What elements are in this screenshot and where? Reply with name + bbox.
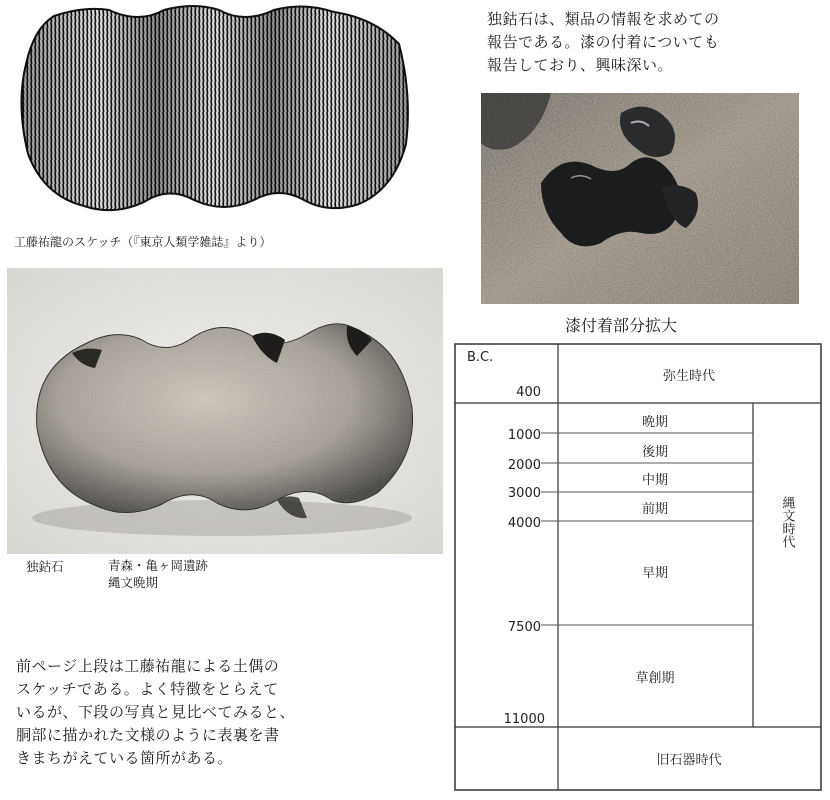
timeline-phase: 後期 bbox=[641, 445, 669, 460]
timeline-year: 2000 bbox=[507, 458, 541, 473]
timeline-phase: 中期 bbox=[641, 473, 669, 488]
timeline-header: B.C. bbox=[467, 350, 494, 365]
main-paragraph-line: きまちがえている箇所がある。 bbox=[16, 749, 234, 767]
stone-caption-site-line1: 青森・亀ヶ岡遺跡 bbox=[108, 558, 209, 573]
main-paragraph-line: 胴部に描かれた文様のように表裏を書 bbox=[16, 726, 280, 744]
sketch-caption: 工藤祐龍のスケッチ（『東京人類学雑誌』より） bbox=[14, 235, 272, 249]
timeline-year: 400 bbox=[516, 385, 541, 400]
timeline-phase: 早期 bbox=[641, 566, 669, 581]
period-timeline bbox=[453, 342, 823, 792]
timeline-phase: 草創期 bbox=[635, 671, 675, 686]
timeline-year: 1000 bbox=[507, 428, 541, 443]
timeline-jomon: 縄文時代 bbox=[779, 496, 795, 548]
main-paragraph-line: いるが、下段の写真と見比べてみると、 bbox=[16, 703, 296, 721]
stone-photo bbox=[7, 268, 443, 554]
stone-caption-name: 独鈷石 bbox=[26, 559, 64, 574]
main-paragraph-line: スケッチである。よく特徴をとらえて bbox=[16, 680, 279, 698]
timeline-year: 3000 bbox=[507, 486, 541, 501]
stone-caption-site bbox=[108, 557, 208, 591]
timeline-paleolithic: 旧石器時代 bbox=[656, 753, 722, 768]
main-paragraph bbox=[16, 655, 356, 770]
timeline-yayoi: 弥生時代 bbox=[662, 369, 716, 384]
lacquer-caption: 漆付着部分拡大 bbox=[565, 316, 678, 335]
top-paragraph bbox=[487, 8, 787, 77]
sketch-drawing bbox=[14, 4, 414, 216]
main-paragraph-line: 前ページ上段は工藤祐龍による土偶の bbox=[16, 657, 280, 675]
stone-caption-site-line2: 縄文晩期 bbox=[108, 575, 159, 590]
timeline-year: 7500 bbox=[507, 620, 541, 635]
timeline-phase: 晩期 bbox=[641, 415, 669, 430]
lacquer-closeup-photo bbox=[481, 93, 799, 304]
timeline-phase: 前期 bbox=[641, 502, 669, 517]
top-paragraph-line: 報告である。漆の付着についても bbox=[487, 33, 720, 51]
top-paragraph-line: 独鈷石は、類品の情報を求めての bbox=[487, 10, 720, 28]
top-paragraph-line: 報告しており、興味深い。 bbox=[487, 56, 674, 74]
timeline-year: 4000 bbox=[507, 516, 541, 531]
timeline-year: 11000 bbox=[503, 712, 545, 727]
